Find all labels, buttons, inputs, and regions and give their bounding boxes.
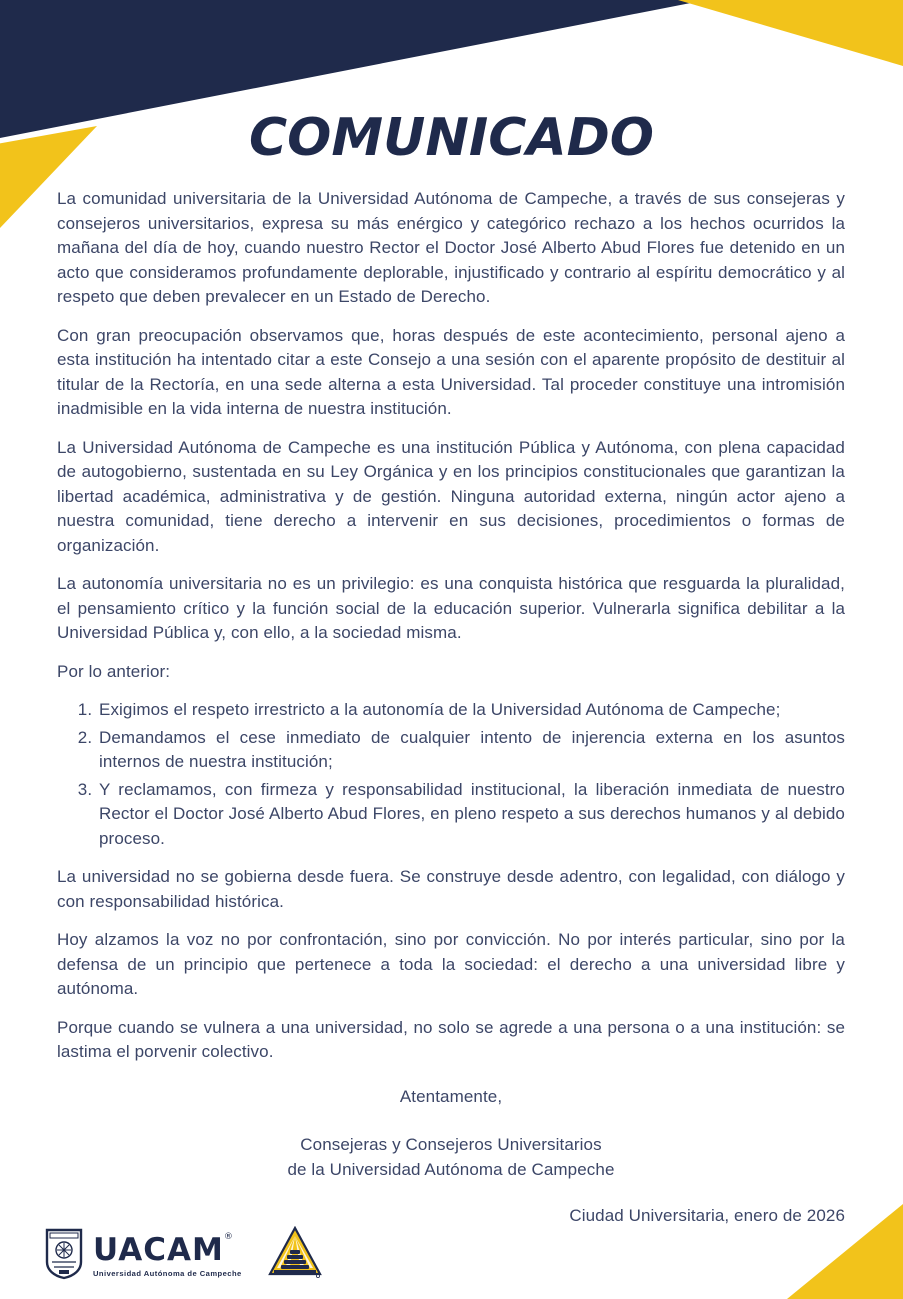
uacam-wordmark-text: UACAM <box>93 1232 224 1268</box>
yellow-top-right-corner-decoration <box>678 0 903 66</box>
paragraph-3: La Universidad Autónoma de Campeche es una institución Pública y Autónoma, con plena capacidad de autogobierno, sustentada en su Ley Orgánica y en los principios constitucionales que garantizan la libertad académica, administrativa y de gestión. Ninguna autoridad externa, ningún actor ajeno a nuestra comunidad, tiene derecho a intervenir en sus decisiones, procedimientos o formas de organización. <box>57 437 845 555</box>
document-body <box>57 187 845 1229</box>
uacam-wordmark-block <box>93 1232 242 1278</box>
paragraph-7: Porque cuando se vulnera a una universidad, no solo se agrede a una persona o a una institución: se lastima el porvenir colectivo. <box>57 1017 845 1062</box>
uacam-wordmark-subtitle: Universidad Autónoma de Campeche <box>93 1269 242 1278</box>
uacam-logo-lockup <box>45 1228 242 1285</box>
signature-line-2: de la Universidad Autónoma de Campeche <box>287 1159 615 1179</box>
footer-logos <box>45 1226 322 1287</box>
list-item-2: 2. Demandamos el cese inmediato de cualquier intento de injerencia externa en los asuntos internos de nuestra institución; <box>97 726 845 775</box>
pyramid-emblem-icon <box>268 1226 322 1287</box>
paragraph-4: La autonomía universitaria no es un privilegio: es una conquista histórica que resguarda la pluralidad, el pensamiento crítico y la función social de la educación superior. Vulnerarla significa debilitar a la Universidad Pública y, con ello, a la sociedad misma. <box>57 574 845 643</box>
paragraph-5: La universidad no se gobierna desde fuera. Se construye desde adentro, con legalidad, con diálogo y con responsabilidad histórica. <box>57 867 845 911</box>
paragraph-2: Con gran preocupación observamos que, horas después de este acontecimiento, personal ajeno a esta institución ha intentado citar a este Consejo a una sesión con el aparente propósito de destituir al titular de la Rectoría, en una sede alterna a esta Universidad. Tal proceder constituye una intromisión inadmisible en la vida interna de nuestra institución. <box>57 325 845 419</box>
page-title: COMUNICADO <box>249 108 654 168</box>
paragraph-6: Hoy alzamos la voz no por confrontación, sino por convicción. No por interés particular, sino por la defensa de un principio que pertenece a toda la sociedad: el derecho a una universidad libre y autónoma. <box>57 930 845 999</box>
list-item-3: 3. Y reclamamos, con firmeza y responsabilidad institucional, la liberación inmediata de nuestro Rector el Doctor José Alberto Abud Flores, en pleno respeto a sus derechos humanos y al debido proceso. <box>97 778 845 852</box>
uacam-wordmark <box>93 1232 242 1268</box>
list-item-1: 1. Exigimos el respeto irrestricto a la autonomía de la Universidad Autónoma de Campeche; <box>97 698 845 723</box>
list-intro: Por lo anterior: <box>57 661 171 681</box>
dateline: Ciudad Universitaria, enero de 2026 <box>569 1206 845 1226</box>
uacam-shield-logo-icon <box>45 1228 83 1285</box>
paragraph-1: La comunidad universitaria de la Universidad Autónoma de Campeche, a través de sus consejeras y consejeros universitarios, expresa su más enérgico y categórico rechazo a los hechos ocurridos la mañana del día de hoy, cuando nuestro Rector el Doctor José Alberto Abud Flores fue detenido en un acto que consideramos profundamente deplorable, injustificado y contrario al espíritu democrático y al respeto que deben prevalecer en un Estado de Derecho. <box>57 189 845 307</box>
demands-list <box>57 698 845 851</box>
registered-trademark-symbol: ® <box>223 1232 234 1242</box>
salutation: Atentamente, <box>399 1086 503 1106</box>
signature-line-1: Consejeras y Consejeros Universitarios <box>300 1135 602 1155</box>
